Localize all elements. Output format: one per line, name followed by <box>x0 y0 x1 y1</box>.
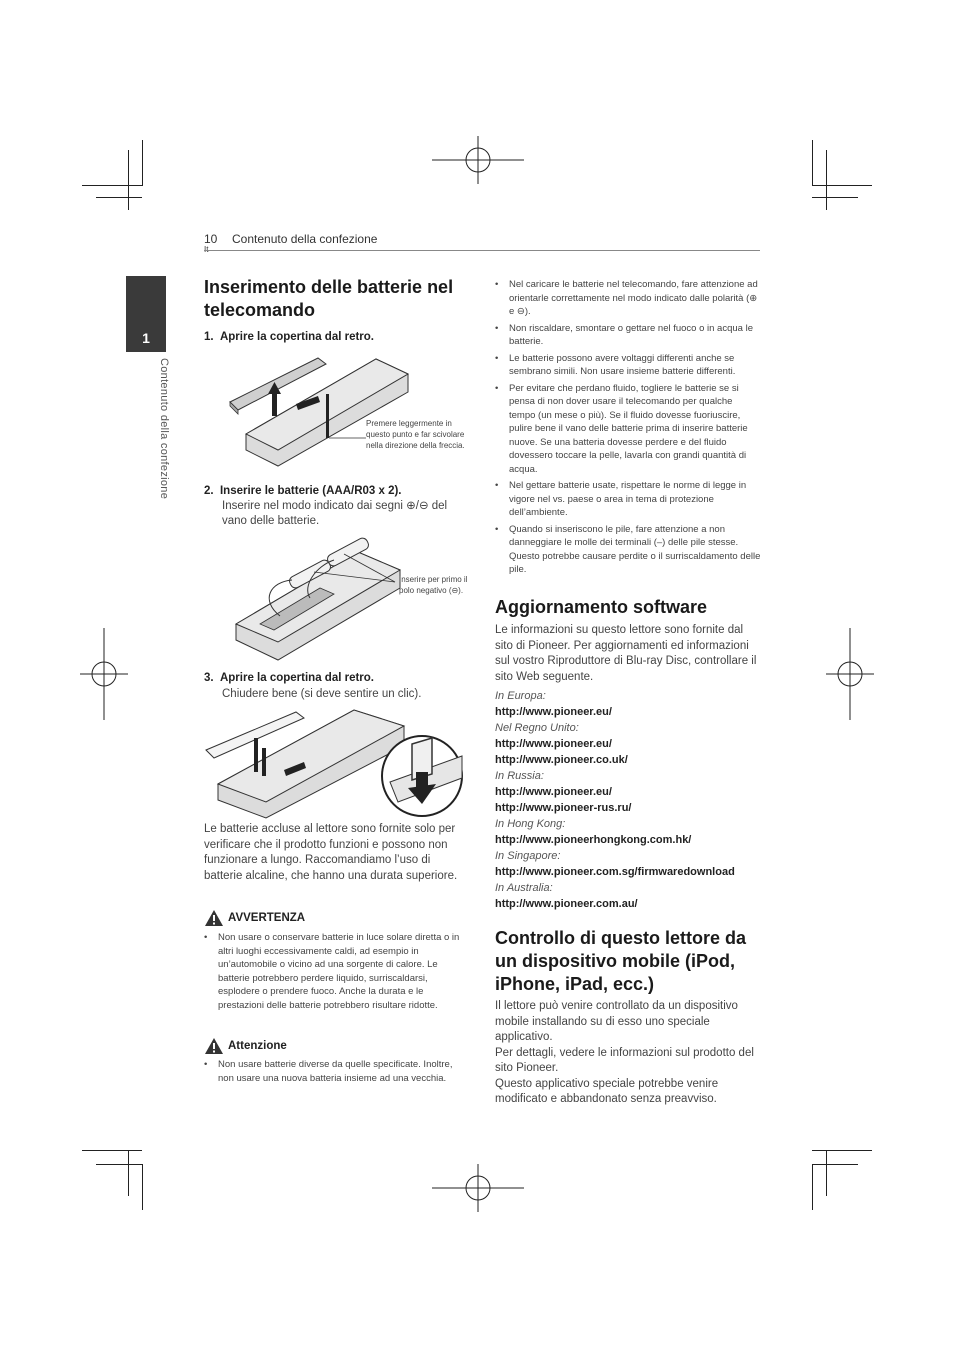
registration-target-left <box>80 628 128 720</box>
mobile-paragraph-1: Il lettore può venire controllato da un dispositivo mobile installando su di esso uno speciale applicativo. <box>495 1000 738 1043</box>
step-2-description: Inserire nel modo indicato dai segni ⊕/⊖ del vano delle batterie. <box>222 500 448 527</box>
close-cover-illustration <box>204 704 470 822</box>
batteries-heading: Inserimento delle batterie nel telecomando <box>204 277 454 320</box>
update-link[interactable]: http://www.pioneer.eu/ <box>495 738 612 750</box>
page-number: 10 <box>204 232 218 246</box>
insert-batteries-illustration <box>230 530 405 665</box>
mobile-paragraphs <box>495 999 761 1108</box>
precaution-item: • Per evitare che perdano fluido, togliere le batterie se si pensa di non dover usare il telecomando per qualche tempo (un mese o più). Se il fluido dovesse fuoriuscire, pulire bene il vano delle batterie prima di inserire batterie nuove. Se una batteria dovesse perdere e del fluido dovessero toccare la pelle, lavarla con grandi quantità di acqua. <box>495 382 761 477</box>
battery-precautions-list <box>495 278 761 580</box>
region-label: In Europa: <box>495 690 546 702</box>
precaution-item: • Le batterie possono avere voltaggi differenti anche se sembrano simili. Non usare insieme batterie differenti. <box>495 352 761 379</box>
step-1-label: 1. Aprire la copertina dal retro. <box>204 331 374 343</box>
update-link[interactable]: http://www.pioneerhongkong.com.hk/ <box>495 834 692 846</box>
precaution-item: • Nel gettare batterie usate, rispettare le norme di legge in vigore nel vs. paese o area in tema di protezione dell’ambiente. <box>495 479 761 520</box>
region-label: In Hong Kong: <box>495 818 566 830</box>
chapter-side-label: Contenuto della confezione <box>158 358 170 500</box>
update-link[interactable]: http://www.pioneer-rus.ru/ <box>495 802 632 814</box>
step-2-label: 2. Inserire le batterie (AAA/R03 x 2). <box>204 485 402 497</box>
precaution-item: • Non riscaldare, smontare o gettare nel fuoco o in acqua le batterie. <box>495 322 761 349</box>
figure-2-callout: Inserire per primo il polo negativo (⊖). <box>399 575 468 595</box>
precaution-item: • Quando si inseriscono le pile, fare attenzione a non danneggiare le molle dei terminali (–) delle pile stesse. Questo potrebbe causare perdite o il surriscaldamento delle pile. <box>495 523 761 577</box>
update-link[interactable]: http://www.pioneer.com.au/ <box>495 898 638 910</box>
header-rule <box>204 250 760 251</box>
software-intro: Le informazioni su questo lettore sono fornite dal sito di Pioneer. Per aggiornamenti ed informazioni sul vostro Riproduttore di Blu-ray Disc, controllare il sito Web seguente. <box>495 624 757 683</box>
mobile-control-heading: Controllo di questo lettore da un dispositivo mobile (iPod, iPhone, iPad, ecc.) <box>495 928 746 994</box>
step-3-label: 3. Aprire la copertina dal retro. <box>204 672 374 684</box>
figure-1-callout: Premere leggermente in questo punto e far scivolare nella direzione della freccia. <box>366 419 465 450</box>
registration-target-right <box>826 628 874 720</box>
remote-open-cover-illustration <box>226 354 411 474</box>
registration-target-top <box>432 136 524 184</box>
update-link[interactable]: http://www.pioneer.co.uk/ <box>495 754 628 766</box>
update-link[interactable]: http://www.pioneer.com.sg/firmwaredownload <box>495 866 735 878</box>
warning-triangle-icon <box>204 909 224 927</box>
mobile-paragraph-2: Per dettagli, vedere le informazioni sul prodotto del sito Pioneer. <box>495 1046 754 1074</box>
running-header: Contenuto della confezione <box>232 232 378 246</box>
registration-target-bottom <box>432 1164 524 1212</box>
warning-title: AVVERTENZA <box>228 912 306 924</box>
warning-heading <box>204 909 305 927</box>
caution-title: Attenzione <box>228 1040 287 1052</box>
mobile-paragraph-3: Questo applicativo speciale potrebbe venire modificato e abbandonato senza preavviso. <box>495 1077 719 1105</box>
region-label: In Russia: <box>495 770 544 782</box>
caution-heading <box>204 1037 287 1055</box>
caution-item: • Non usare batterie diverse da quelle specificate. Inoltre, non usare una nuova batteria insieme ad una vecchia. <box>204 1058 466 1085</box>
update-link[interactable]: http://www.pioneer.eu/ <box>495 786 612 798</box>
step-3-description: Chiudere bene (si deve sentire un clic). <box>222 688 422 700</box>
update-links <box>495 688 765 912</box>
region-label: Nel Regno Unito: <box>495 722 579 734</box>
warning-list <box>204 931 470 1015</box>
warning-item: • Non usare o conservare batterie in luce solare diretta o in altri luoghi eccessivamente caldi, ad esempio in un’automobile o vicino ad una sorgente di calore. Le batterie potrebbero perdere liquido, surriscaldarsi, esplodere o prendere fuoco. Anche la durata e le prestazioni delle batterie potrebbero risultare ridotte. <box>204 931 470 1012</box>
region-label: In Australia: <box>495 882 553 894</box>
chapter-number: 1 <box>142 330 150 346</box>
update-link[interactable]: http://www.pioneer.eu/ <box>495 706 612 718</box>
region-label: In Singapore: <box>495 850 561 862</box>
precaution-item: • Nel caricare le batterie nel telecomando, fare attenzione ad orientarle correttamente nel modo indicato dalle polarità (⊕ e ⊖). <box>495 278 761 319</box>
caution-triangle-icon <box>204 1037 224 1055</box>
software-update-heading: Aggiornamento software <box>495 597 708 617</box>
batteries-note: Le batterie accluse al lettore sono fornite solo per verificare che il prodotto funzioni e possono non funzionare a lungo. Raccomandiamo l’uso di batterie alcaline, che hanno una durata superiore. <box>204 823 458 882</box>
caution-list <box>204 1058 466 1088</box>
